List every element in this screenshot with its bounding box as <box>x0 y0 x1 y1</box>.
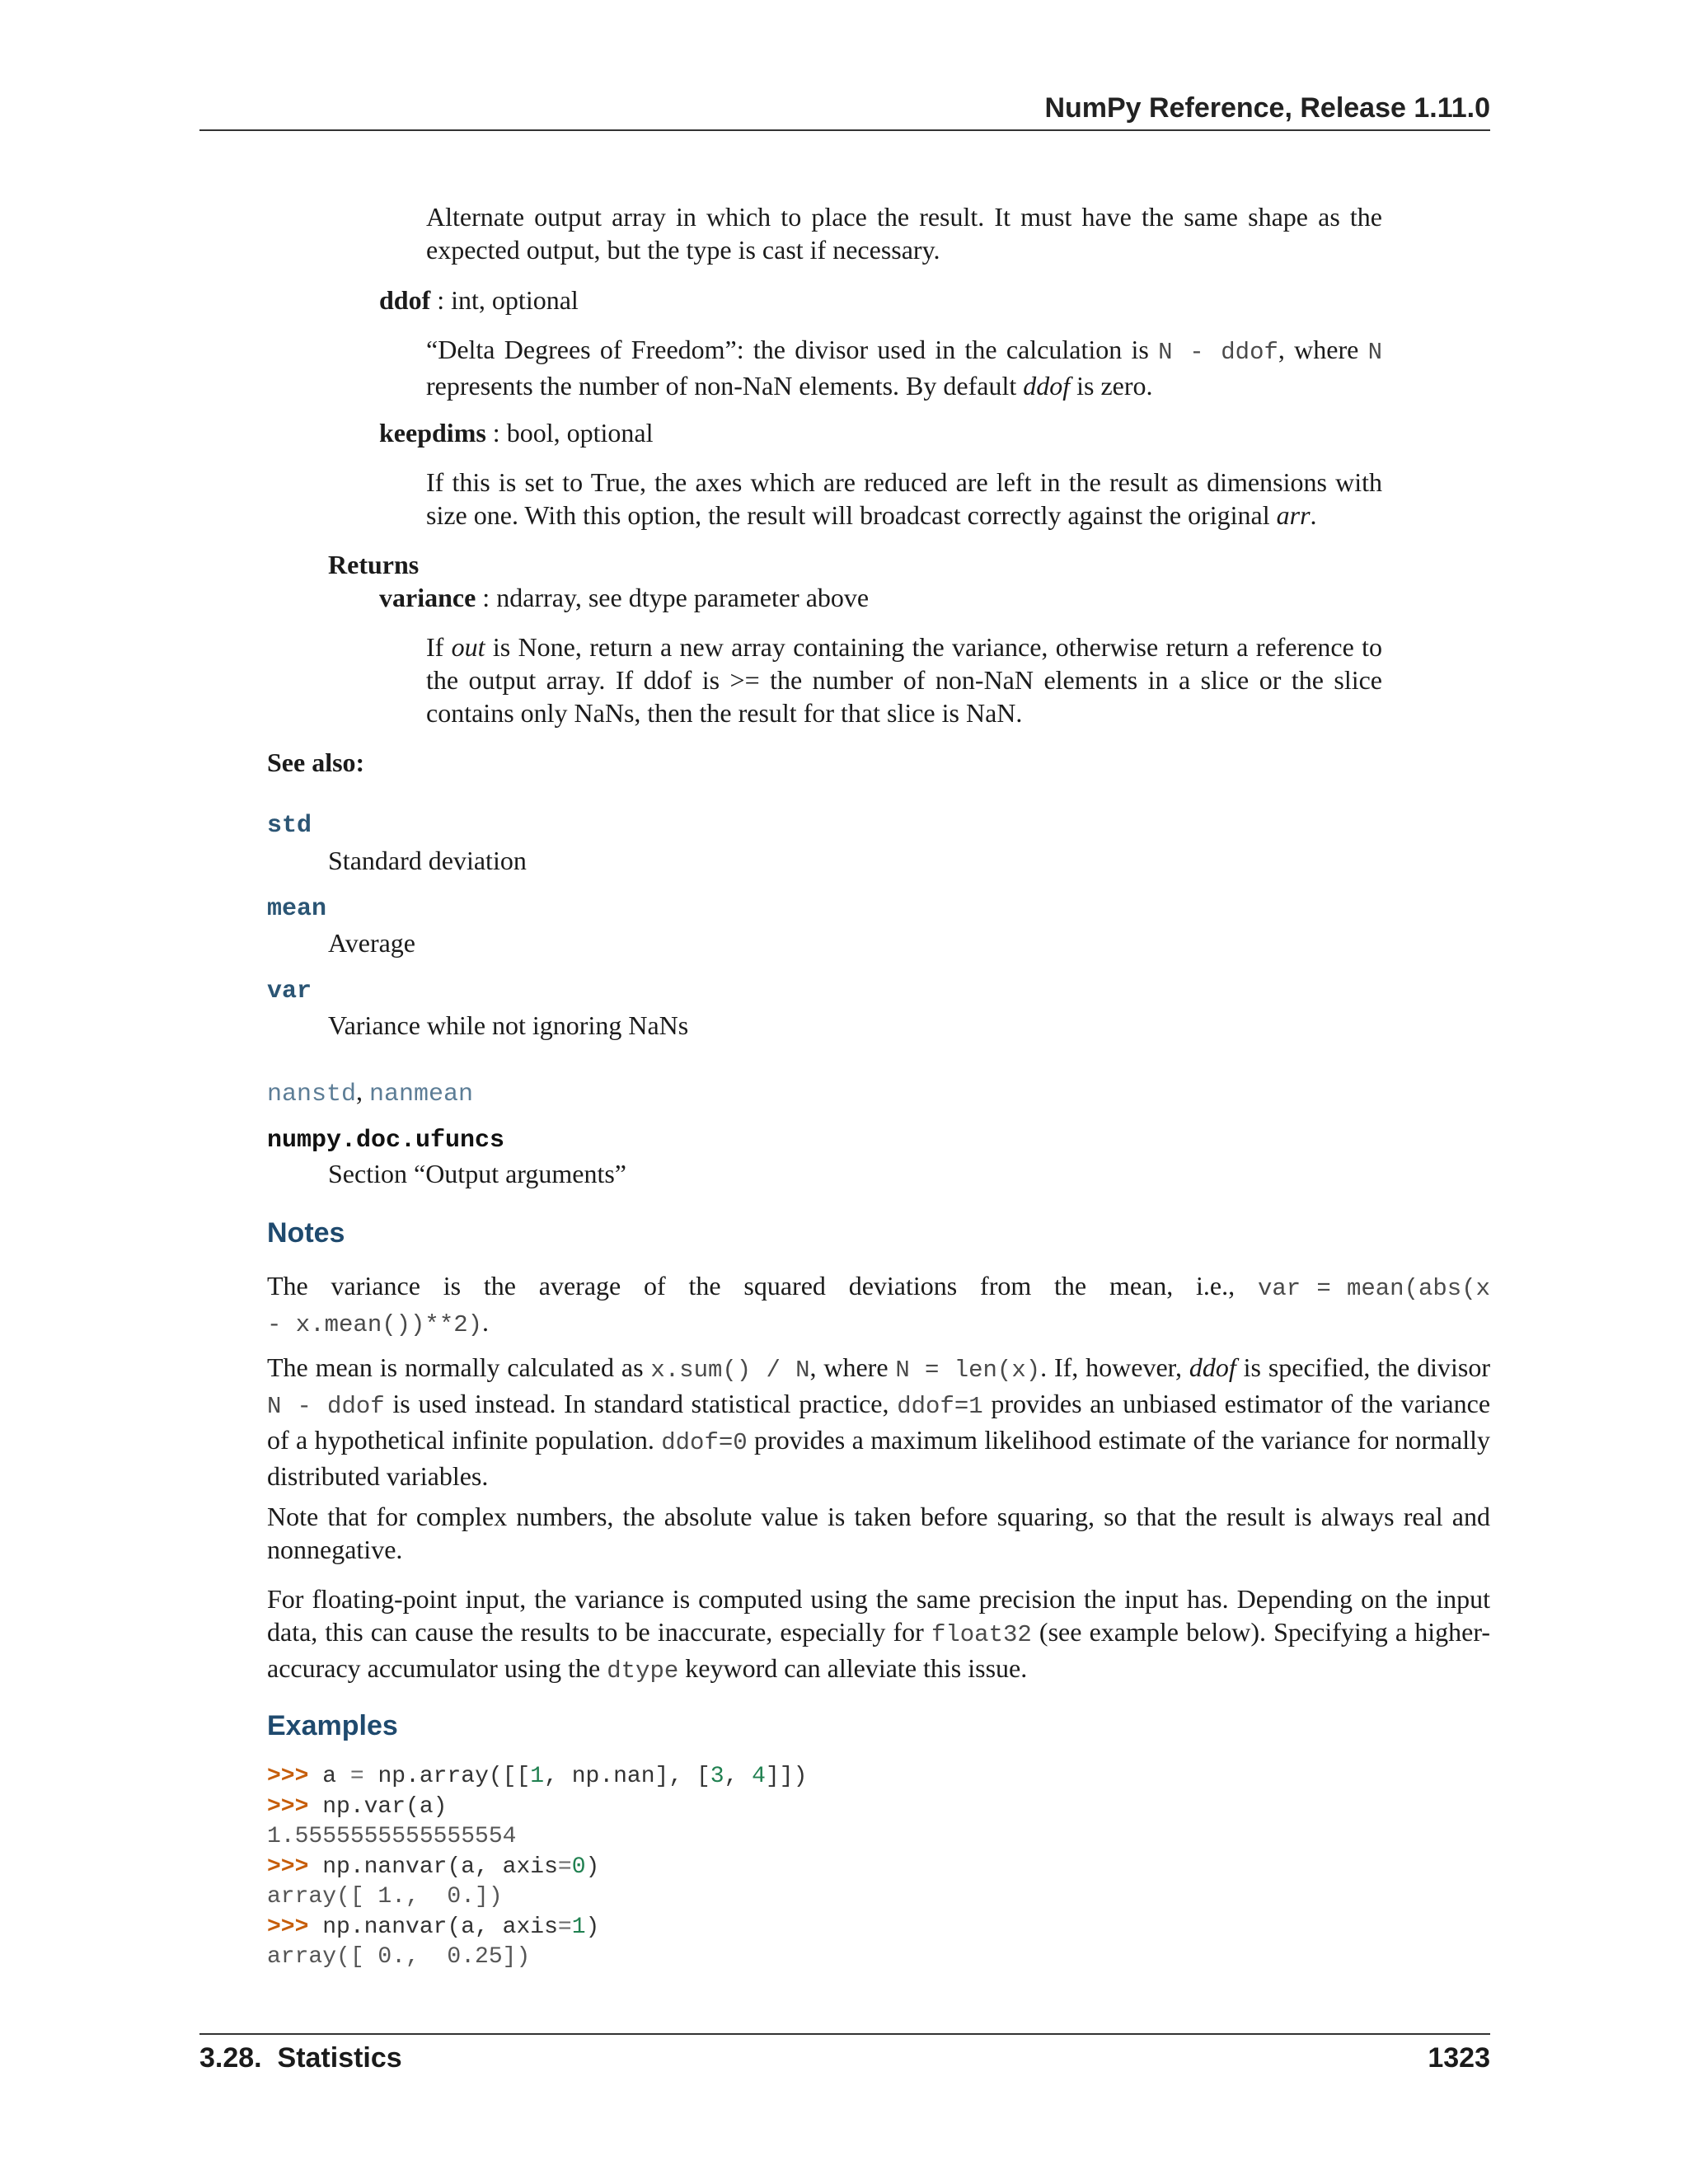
see-also-link-nanmean[interactable]: nanmean <box>369 1080 474 1108</box>
see-also-desc-mean: Average <box>328 928 415 958</box>
notes-heading: Notes <box>267 1217 345 1249</box>
inline-code: N <box>1367 339 1383 366</box>
param-keepdims-name: keepdims <box>379 418 486 448</box>
examples-code-block <box>267 1762 807 1973</box>
code-line: >>> np.nanvar(a, axis=1) <box>267 1914 600 1940</box>
param-out-description: Alternate output array in which to place the result. It must have the same shape as the expected output, but the type is cast if necessary. <box>426 202 1382 265</box>
param-ddof-description: “Delta Degrees of Freedom”: the divisor used in the calculation is N - ddof, where N represents the number of non-NaN elements. By default ddof is zero. <box>426 335 1383 401</box>
param-ddof-type: : int, optional <box>430 285 579 315</box>
param-keepdims <box>379 416 653 449</box>
returns-name: variance <box>379 583 476 612</box>
see-also-module-desc: Section “Output arguments” <box>328 1159 626 1188</box>
footer-rule <box>199 2033 1490 2035</box>
header-rule <box>199 129 1490 131</box>
see-also-link-var[interactable]: var <box>267 977 312 1005</box>
page-header-title: NumPy Reference, Release 1.11.0 <box>1044 92 1490 124</box>
inline-code: var = mean(abs(x - x.mean())**2) <box>267 1275 1491 1338</box>
param-ddof-name: ddof <box>379 285 431 315</box>
see-also-link-std[interactable]: std <box>267 812 312 840</box>
notes-paragraph-3: Note that for complex numbers, the absolute value is taken before squaring, so that the result is always real and nonnegative. <box>267 1502 1490 1564</box>
returns-heading: Returns <box>328 550 420 579</box>
notes-paragraph-1: The variance is the average of the squared deviations from the mean, i.e., var = mean(abs(x - x.mean())**2). <box>267 1271 1491 1338</box>
inline-code: N - ddof <box>1158 339 1278 366</box>
see-also-desc-std: Standard deviation <box>328 846 527 875</box>
notes-paragraph-4: For floating-point input, the variance is computed using the same precision the input has. Depending on the input data, this can cause the results to be inaccurate, especially for float32 (see example below). Specifying a higher-accuracy accumulator using the dtype keyword can alleviate this issue. <box>267 1584 1491 1685</box>
code-line: >>> np.nanvar(a, axis=0) <box>267 1854 600 1880</box>
code-output-line: array([ 1., 0.]) <box>267 1884 503 1910</box>
param-ddof <box>379 284 579 316</box>
see-also-link-mean[interactable]: mean <box>267 895 327 923</box>
footer-section: 3.28. Statistics <box>199 2042 402 2074</box>
see-also-desc-var: Variance while not ignoring NaNs <box>328 1010 689 1040</box>
returns-description: If out is None, return a new array containing the variance, otherwise return a reference to the output array. If ddof is >= the number of non-NaN elements in a slice or the slice contains only NaNs, then the result for that slice is NaN. <box>426 632 1383 728</box>
notes-paragraph-2: The mean is normally calculated as x.sum() / N, where N = len(x). If, however, ddof is specified, the divisor N - ddof is used instead. In standard statistical practice, ddof=1 provides an unbiased estimator of the variance of a hypothetical infinite population. ddof=0 provides a maximum likelihood estimate of the variance for normally distributed variables. <box>267 1352 1491 1491</box>
code-output-line: 1.5555555555555554 <box>267 1824 517 1849</box>
returns-variance <box>379 581 869 614</box>
code-line: >>> np.var(a) <box>267 1793 448 1820</box>
see-also-heading: See also: <box>267 748 365 777</box>
param-keepdims-type: : bool, optional <box>485 418 654 448</box>
see-also-link-nanstd[interactable]: nanstd <box>267 1080 357 1108</box>
see-also-module[interactable]: numpy.doc.ufuncs <box>267 1127 505 1155</box>
param-keepdims-description: If this is set to True, the axes which are reduced are left in the result as dimensions with size one. With this option, the result will broadcast correctly against the original arr. <box>426 467 1382 530</box>
footer-page-number: 1323 <box>1428 2042 1490 2074</box>
examples-heading: Examples <box>267 1710 398 1741</box>
code-output-line: array([ 0., 0.25]) <box>267 1944 531 1970</box>
returns-type: : ndarray, see dtype parameter above <box>476 583 870 612</box>
see-also-inline-links: nanstd, nanmean <box>267 1076 474 1108</box>
code-line: >>> a = np.array([[1, np.nan], [3, 4]]) <box>267 1764 808 1789</box>
